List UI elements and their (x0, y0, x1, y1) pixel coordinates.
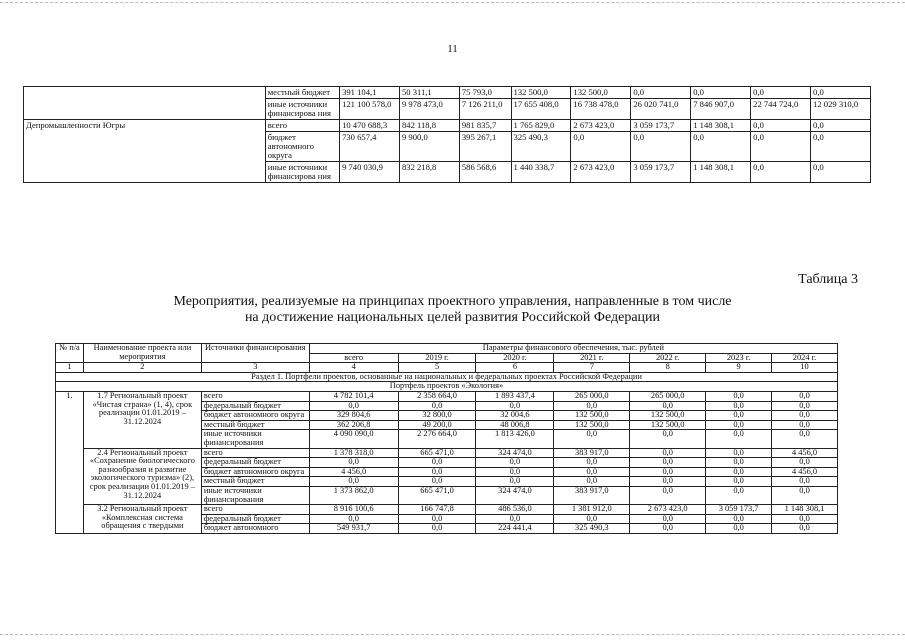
value-cell: 0,0 (554, 477, 630, 487)
header-params: Параметры финансового обеспечения, тыс. рублей (309, 344, 837, 354)
top-value-cell: 0,0 (631, 87, 691, 99)
top-value-cell: 132 500,0 (571, 87, 631, 99)
top-value-cell: 0,0 (691, 132, 751, 162)
header-index-row (56, 363, 838, 373)
value-cell: 0,0 (309, 477, 398, 487)
top-value-cell: 1 765 829,0 (511, 120, 571, 132)
value-cell: 0,0 (772, 391, 838, 401)
top-value-cell: 9 978 473,0 (399, 99, 459, 120)
value-cell: 1 148 308,1 (772, 505, 838, 515)
header-index: 8 (630, 363, 706, 373)
value-cell: 132 500,0 (630, 411, 706, 421)
value-cell: 2 673 423,0 (630, 505, 706, 515)
value-cell: 0,0 (554, 458, 630, 468)
top-value-cell: 9 900,0 (399, 132, 459, 162)
top-value-cell: 17 655 408,0 (511, 99, 571, 120)
top-value-cell: 395 267,1 (459, 132, 511, 162)
value-cell: 132 500,0 (630, 420, 706, 430)
value-cell: 0,0 (772, 458, 838, 468)
top-org-cell: Депромышленности Югры (24, 120, 266, 183)
header-index: 2 (83, 363, 201, 373)
value-cell: 0,0 (706, 391, 772, 401)
header-index: 1 (56, 363, 84, 373)
top-value-cell: 1 440 338,7 (511, 162, 571, 183)
value-cell: 132 500,0 (554, 411, 630, 421)
project-name: 2.4 Региональный проект «Сохранение биологического разнообразия и развитие экологического туризма» (2), срок реализации 01.01.2019 – 31.12.2024 (83, 448, 201, 505)
value-cell: 0,0 (309, 401, 398, 411)
top-value-cell: 325 490,3 (511, 132, 571, 162)
value-cell: 665 471,0 (398, 448, 476, 458)
value-cell: 0,0 (476, 401, 554, 411)
value-cell: 32 800,0 (398, 411, 476, 421)
value-cell: 0,0 (476, 458, 554, 468)
top-source-cell: всего (265, 120, 339, 132)
value-cell: 0,0 (772, 420, 838, 430)
value-cell: 0,0 (309, 458, 398, 468)
value-cell: 0,0 (630, 514, 706, 524)
value-cell: 383 917,0 (554, 486, 630, 504)
header-name: Наименование проекта или мероприятия (83, 344, 201, 363)
project-name: 3.2 Региональный проект «Комплексная система обращения с твердыми (83, 505, 201, 534)
top-value-cell: 0,0 (751, 120, 811, 132)
top-value-cell: 12 029 310,0 (811, 99, 871, 120)
top-value-cell: 391 104,1 (340, 87, 400, 99)
top-value-cell: 0,0 (751, 162, 811, 183)
top-value-cell: 26 020 741,0 (631, 99, 691, 120)
header-index: 10 (772, 363, 838, 373)
value-cell: 0,0 (630, 467, 706, 477)
value-cell: 2 358 664,0 (398, 391, 476, 401)
value-cell: 0,0 (398, 401, 476, 411)
value-cell: 0,0 (706, 448, 772, 458)
value-cell: 0,0 (706, 467, 772, 477)
source-cell: всего (201, 505, 309, 515)
value-cell: 1 378 318,0 (309, 448, 398, 458)
portfolio-title: Портфель проектов «Экология» (56, 382, 838, 392)
value-cell: 1 381 912,0 (554, 505, 630, 515)
value-cell: 0,0 (398, 467, 476, 477)
top-value-cell: 2 673 423,0 (571, 120, 631, 132)
top-value-cell: 842 118,8 (399, 120, 459, 132)
value-cell: 1 893 437,4 (476, 391, 554, 401)
source-cell: иные источники финансирования (201, 430, 309, 448)
section-title: Раздел 1. Портфели проектов, основанные на национальных и федеральных проектах Российской Федерации (56, 372, 838, 382)
value-cell: 0,0 (554, 514, 630, 524)
value-cell: 32 004,6 (476, 411, 554, 421)
value-cell: 8 916 100,6 (309, 505, 398, 515)
top-value-cell: 1 148 308,1 (691, 120, 751, 132)
value-cell: 0,0 (398, 514, 476, 524)
top-value-cell: 132 500,0 (511, 87, 571, 99)
value-cell: 224 441,4 (476, 524, 554, 534)
value-cell: 324 474,0 (476, 486, 554, 504)
header-year: 2021 г. (554, 353, 630, 363)
source-cell: федеральный бюджет (201, 458, 309, 468)
value-cell: 325 490,3 (554, 524, 630, 534)
value-cell: 4 456,0 (309, 467, 398, 477)
source-cell: бюджет автономного округа (201, 411, 309, 421)
source-cell: всего (201, 448, 309, 458)
value-cell: 0,0 (630, 477, 706, 487)
scan-edge-bottom (0, 634, 905, 636)
top-value-cell: 10 470 688,3 (340, 120, 400, 132)
value-cell: 3 059 173,7 (706, 505, 772, 515)
top-source-cell: бюджет автономного округа (265, 132, 339, 162)
project-name: 1.7 Региональный проект «Чистая страна» (1, 4), срок реализации 01.01.2019 – 31.12.2024 (83, 391, 201, 448)
table-row (56, 505, 838, 515)
top-value-cell: 0,0 (811, 162, 871, 183)
value-cell: 0,0 (706, 430, 772, 448)
top-value-cell: 0,0 (751, 132, 811, 162)
value-cell: 0,0 (630, 486, 706, 504)
value-cell: 49 200,0 (398, 420, 476, 430)
table-label: Таблица 3 (798, 272, 858, 287)
header-year: 2024 г. (772, 353, 838, 363)
header-index: 5 (398, 363, 476, 373)
value-cell: 486 536,0 (476, 505, 554, 515)
header-num: № п/а (56, 344, 84, 363)
source-cell: местный бюджет (201, 420, 309, 430)
value-cell: 324 474,0 (476, 448, 554, 458)
top-value-cell: 9 740 030,9 (340, 162, 400, 183)
value-cell: 0,0 (706, 514, 772, 524)
value-cell: 0,0 (772, 430, 838, 448)
header-index: 7 (554, 363, 630, 373)
top-source-cell: иные источники финансирова ния (265, 162, 339, 183)
top-value-cell: 7 846 907,0 (691, 99, 751, 120)
header-year: 2019 г. (398, 353, 476, 363)
top-value-cell: 75 793,0 (459, 87, 511, 99)
top-value-cell: 2 673 423,0 (571, 162, 631, 183)
top-value-cell: 0,0 (811, 132, 871, 162)
top-value-cell: 121 100 578,0 (340, 99, 400, 120)
source-cell: бюджет автономного округа (201, 467, 309, 477)
value-cell: 0,0 (706, 458, 772, 468)
title-line-1: Мероприятия, реализуемые на принципах проектного управления, направленные в том числе (173, 294, 732, 309)
value-cell: 0,0 (706, 477, 772, 487)
top-value-cell: 0,0 (811, 87, 871, 99)
value-cell: 1 373 862,0 (309, 486, 398, 504)
value-cell: 0,0 (706, 420, 772, 430)
value-cell: 0,0 (772, 411, 838, 421)
top-value-cell: 3 059 173,7 (631, 120, 691, 132)
value-cell: 166 747,8 (398, 505, 476, 515)
value-cell: 0,0 (398, 477, 476, 487)
header-index: 4 (309, 363, 398, 373)
value-cell: 0,0 (706, 411, 772, 421)
value-cell: 0,0 (630, 401, 706, 411)
value-cell: 329 804,6 (309, 411, 398, 421)
source-cell: местный бюджет (201, 477, 309, 487)
top-value-cell: 16 738 478,0 (571, 99, 631, 120)
value-cell: 0,0 (554, 467, 630, 477)
value-cell: 0,0 (309, 514, 398, 524)
source-cell: бюджет автономного (201, 524, 309, 534)
top-value-cell: 50 311,1 (399, 87, 459, 99)
top-value-cell: 7 126 211,0 (459, 99, 511, 120)
top-value-cell: 22 744 724,0 (751, 99, 811, 120)
value-cell: 0,0 (772, 524, 838, 534)
top-value-cell: 0,0 (631, 132, 691, 162)
value-cell: 0,0 (476, 467, 554, 477)
top-value-cell: 0,0 (751, 87, 811, 99)
value-cell: 0,0 (772, 514, 838, 524)
value-cell: 0,0 (772, 486, 838, 504)
header-year: 2020 г. (476, 353, 554, 363)
header-index: 9 (706, 363, 772, 373)
page-number: 11 (447, 43, 458, 55)
value-cell: 0,0 (706, 401, 772, 411)
top-table-row (24, 87, 871, 99)
value-cell: 48 006,8 (476, 420, 554, 430)
top-source-cell: иные источники финансирова ния (265, 99, 339, 120)
value-cell: 362 206,8 (309, 420, 398, 430)
header-index: 3 (201, 363, 309, 373)
value-cell: 0,0 (554, 401, 630, 411)
top-value-cell: 586 568,6 (459, 162, 511, 183)
top-value-cell: 3 059 173,7 (631, 162, 691, 183)
source-cell: федеральный бюджет (201, 514, 309, 524)
title-line-2: на достижение национальных целей развития Российской Федерации (244, 310, 661, 325)
value-cell: 0,0 (630, 430, 706, 448)
header-year: 2023 г. (706, 353, 772, 363)
source-cell: всего (201, 391, 309, 401)
header-index: 6 (476, 363, 554, 373)
value-cell: 665 471,0 (398, 486, 476, 504)
top-value-cell: 730 657,4 (340, 132, 400, 162)
value-cell: 0,0 (772, 477, 838, 487)
top-value-cell: 0,0 (691, 87, 751, 99)
top-value-cell: 981 835,7 (459, 120, 511, 132)
value-cell: 0,0 (398, 524, 476, 534)
top-table-row (24, 120, 871, 132)
value-cell: 4 090 090,0 (309, 430, 398, 448)
value-cell: 0,0 (476, 514, 554, 524)
table-row (56, 391, 838, 401)
value-cell: 0,0 (554, 430, 630, 448)
header-source: Источники финансирования (201, 344, 309, 363)
value-cell: 4 456,0 (772, 448, 838, 458)
value-cell: 549 931,7 (309, 524, 398, 534)
value-cell: 0,0 (630, 458, 706, 468)
value-cell: 0,0 (398, 458, 476, 468)
value-cell: 1 813 426,0 (476, 430, 554, 448)
value-cell: 0,0 (630, 524, 706, 534)
top-value-cell: 832 218,8 (399, 162, 459, 183)
top-value-cell: 1 148 308,1 (691, 162, 751, 183)
value-cell: 0,0 (706, 486, 772, 504)
scan-edge-top (0, 2, 905, 4)
value-cell: 2 276 664,0 (398, 430, 476, 448)
value-cell: 265 000,0 (630, 391, 706, 401)
value-cell: 4 456,0 (772, 467, 838, 477)
source-cell: федеральный бюджет (201, 401, 309, 411)
header-year: всего (309, 353, 398, 363)
top-value-cell: 0,0 (811, 120, 871, 132)
table-row (56, 448, 838, 458)
header-row-1 (56, 344, 838, 354)
header-year: 2022 г. (630, 353, 706, 363)
value-cell: 265 000,0 (554, 391, 630, 401)
row-number: 1. (56, 391, 84, 533)
value-cell: 0,0 (772, 401, 838, 411)
value-cell: 132 500,0 (554, 420, 630, 430)
top-value-cell: 0,0 (571, 132, 631, 162)
source-cell: иные источники финансирования (201, 486, 309, 504)
top-source-cell: местный бюджет (265, 87, 339, 99)
value-cell: 4 782 101,4 (309, 391, 398, 401)
value-cell: 0,0 (706, 524, 772, 534)
top-org-cell-empty (24, 87, 266, 120)
table-3 (55, 343, 838, 534)
value-cell: 0,0 (476, 477, 554, 487)
table-top-continuation (23, 86, 871, 183)
value-cell: 0,0 (630, 448, 706, 458)
value-cell: 383 917,0 (554, 448, 630, 458)
table-title (0, 294, 905, 326)
